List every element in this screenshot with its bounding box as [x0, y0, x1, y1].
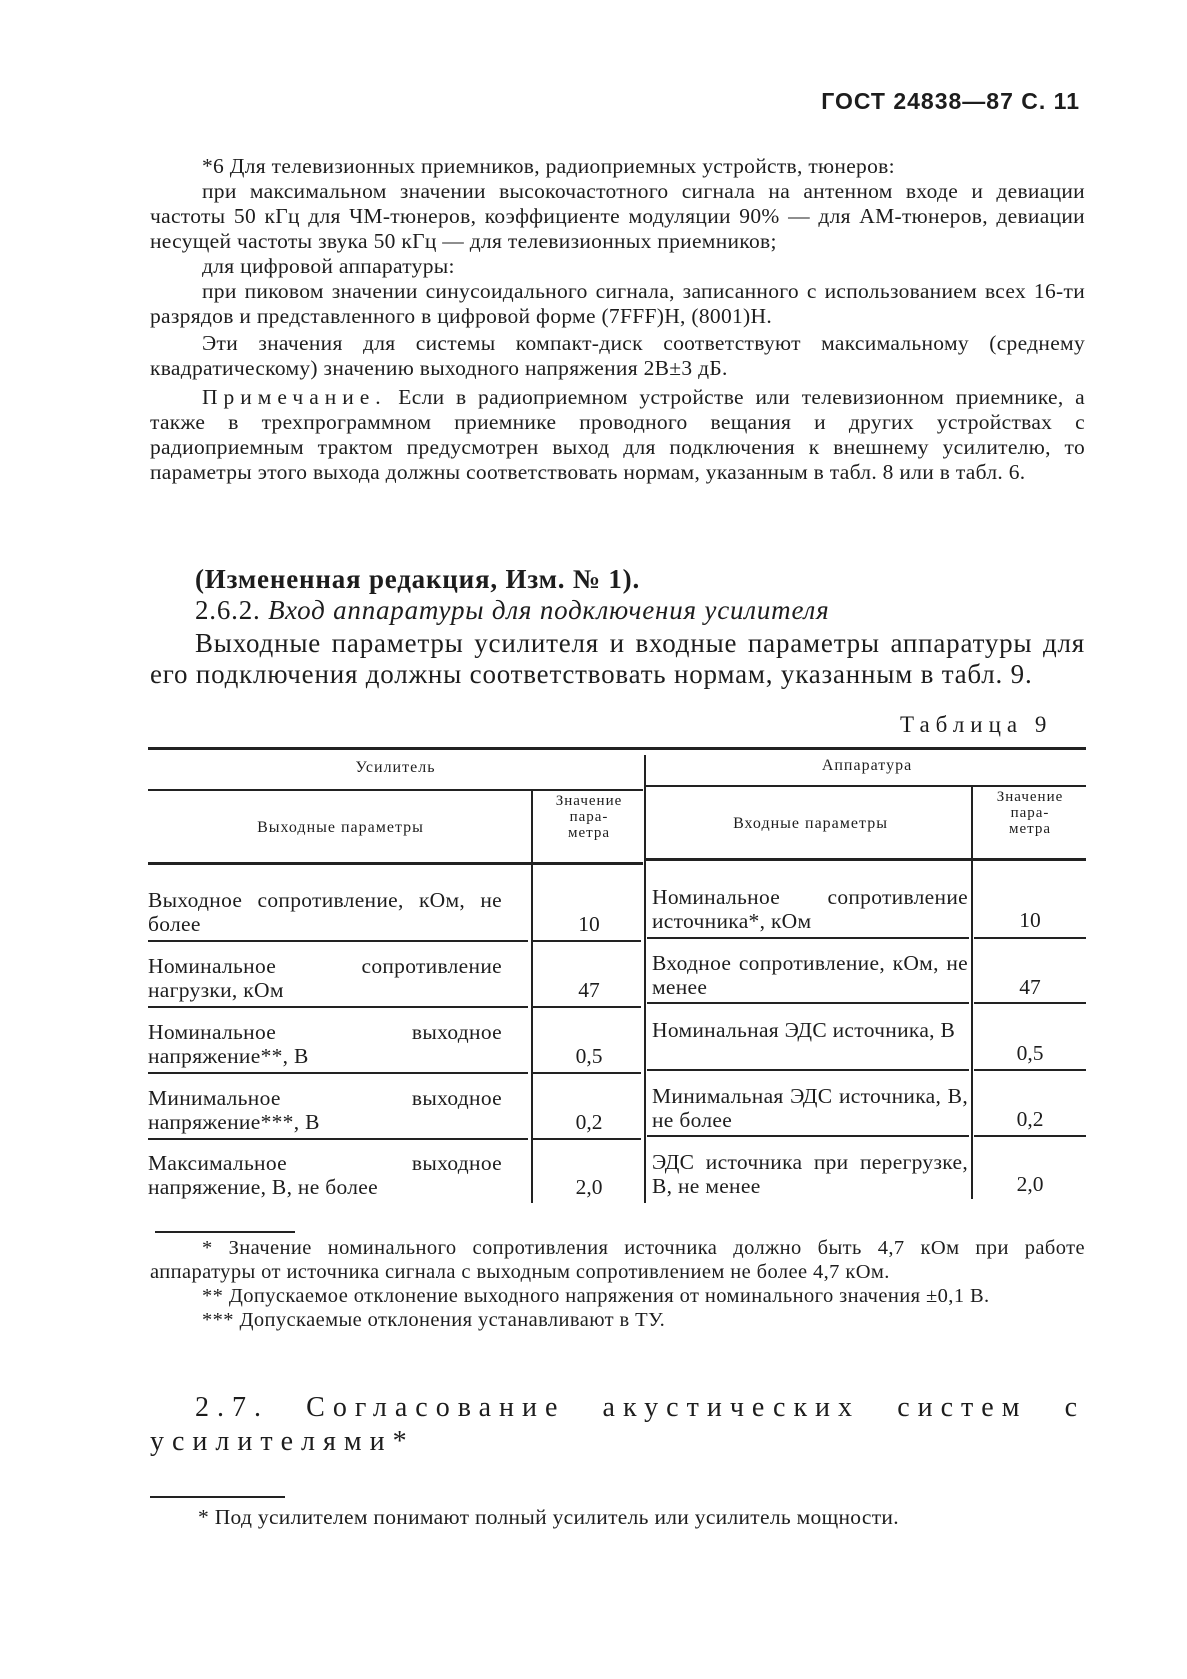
row4-input-value: 0,2: [1016, 1107, 1044, 1131]
section-262-block: [150, 564, 1085, 690]
header-value-right-l3: метра: [1008, 821, 1052, 837]
row1-input-param: Номинальное сопротивление источника*, кОм: [652, 885, 968, 933]
footnote-6-intro-text: Для телевизионных приемников, радиоприемных устройств, тюнеров:: [229, 154, 895, 178]
row1-line-a: [148, 940, 528, 942]
row3-output-value: 0,5: [575, 1044, 603, 1068]
row2-line-a: [148, 1006, 528, 1008]
table-note-2: ** Допускаемое отклонение выходного напряжения от номинального значения ±0,1 В.: [202, 1285, 990, 1307]
revision-note: (Измененная редакция, Изм. № 1).: [195, 564, 641, 594]
footnote-6-para2: при пиковом значении синусоидального сигнала, записанного с использованием всех 16-ти разрядов и представленного в цифровой форме (7FFF)H, (8001)H.: [150, 279, 1085, 328]
row3-input-value: 0,5: [1016, 1041, 1044, 1065]
row4-line-d: [974, 1135, 1086, 1137]
row2-output-value: 47: [578, 978, 600, 1002]
header-value-left: [534, 793, 644, 841]
table-top-border: [148, 747, 1086, 750]
section-262-heading: [150, 595, 1085, 626]
note-label: Примечание.: [202, 385, 387, 409]
header-value-right-l1: Значение: [996, 789, 1064, 805]
table-9: [148, 747, 1086, 1207]
row3-input-param: Номинальная ЭДС источника, В: [652, 1018, 956, 1042]
vline-center: [644, 755, 646, 1203]
header-value-left-l3: метра: [567, 825, 611, 841]
footnote-6-intro: [150, 154, 1085, 179]
row1-input-value: 10: [1019, 908, 1041, 932]
table-note-3: *** Допускаемые отклонения устанавливают в ТУ.: [202, 1309, 666, 1331]
footnote-6-mark: *6: [202, 154, 225, 178]
section-27-title: 2.7. Согласование акустических систем с усилителями*: [150, 1392, 1085, 1457]
table-note-1: * Значение номинального сопротивления источника должно быть 4,7 кОм при работе аппаратуры от источника сигнала с выходным сопротивлением не более 4,7 кОм.: [150, 1237, 1085, 1283]
row3-line-b: [533, 1072, 641, 1074]
row4-output-param: Минимальное выходное напряжение***, В: [148, 1086, 502, 1134]
header-input-params: Входные параметры: [733, 815, 888, 832]
vline-left-values: [531, 863, 533, 1203]
row2-line-b: [533, 1006, 641, 1008]
table-notes: [150, 1236, 1085, 1332]
page-header: ГОСТ 24838—87 С. 11: [821, 88, 1080, 114]
row5-output-value: 2,0: [575, 1175, 603, 1199]
header-value-right: [974, 789, 1086, 837]
row2-input-param: Входное сопротивление, кОм, не менее: [652, 951, 968, 999]
row5-output-param: Максимальное выходное напряжение, В, не более: [148, 1151, 502, 1199]
section-27-heading: [150, 1391, 1085, 1459]
section-262-text: Выходные параметры усилителя и входные параметры аппаратуры для его подключения должны соответствовать нормам, указанным в табл. 9.: [150, 628, 1085, 689]
group-header-equipment: Аппаратура: [821, 757, 913, 774]
row3-output-param: Номинальное выходное напряжение**, В: [148, 1020, 502, 1068]
vline-right-header: [971, 785, 973, 858]
page-footnote: * Под усилителем понимают полный усилитель или усилитель мощности.: [198, 1505, 899, 1529]
row3-line-a: [148, 1072, 528, 1074]
row4-line-a: [148, 1138, 528, 1140]
note-text: Если в радиоприемном устройстве или телевизионном приемнике, а также в трехпрограммном приемнике проводного вещания и других устройствах с радиоприемным трактом предусмотрен выход для подключения к внешнему усилителю, то параметры этого выхода должны соответствовать нормам, указанным в табл. 8 или в табл. 6.: [150, 385, 1085, 484]
footnote-6-digital-intro: для цифровой аппаратуры:: [202, 254, 455, 278]
row3-line-d: [974, 1069, 1086, 1071]
footnote-6-para1: при максимальном значении высокочастотного сигнала на антенном входе и девиации частоты 50 кГц для ЧМ-тюнеров, коэффициенте модуляции 90% — для АМ-тюнеров, девиации несущей частоты звука 50 кГц — для телевизионных приемников;: [150, 179, 1085, 253]
row1-output-param: [148, 888, 502, 936]
row1-line-c: [647, 937, 969, 939]
page-footnote-divider: [150, 1496, 285, 1498]
row2-line-c: [647, 1002, 969, 1004]
row4-input-param: Минимальная ЭДС источника, В, не более: [652, 1084, 968, 1132]
row2-line-d: [974, 1002, 1086, 1004]
section-262-number: 2.6.2.: [195, 595, 261, 625]
row5-input-param: ЭДС источника при перегрузке, В, не менее: [652, 1150, 968, 1198]
header-value-left-l2: пара-: [569, 809, 609, 825]
header-output-params: Выходные параметры: [257, 819, 424, 836]
group-divider-right: [645, 785, 1086, 787]
row2-output-param: Номинальное сопротивление нагрузки, кОм: [148, 954, 502, 1002]
row4-line-b: [533, 1138, 641, 1140]
vline-left-header: [531, 789, 533, 862]
group-divider-left: [148, 789, 643, 791]
row1-line-d: [974, 937, 1086, 939]
header-value-right-l2: пара-: [1010, 805, 1050, 821]
header-value-left-l1: Значение: [555, 793, 623, 809]
row3-line-c: [647, 1069, 969, 1071]
row1-line-b: [533, 940, 641, 942]
header-bottom-right: [645, 858, 1086, 861]
table-notes-divider: [155, 1231, 295, 1233]
row5-input-value: 2,0: [1016, 1172, 1044, 1196]
row1-output-value: 10: [578, 912, 600, 936]
note-paragraph: [150, 385, 1085, 485]
footnote-6-block: [150, 154, 1085, 485]
section-262-title: Вход аппаратуры для подключения усилителя: [268, 595, 830, 625]
vline-right-values: [971, 859, 973, 1199]
row1-output-param-text: Выходное сопротивление, кОм, не более: [148, 888, 502, 936]
row2-input-value: 47: [1019, 975, 1041, 999]
row4-line-c: [647, 1135, 969, 1137]
footnote-6-para3: Эти значения для системы компакт-диск соответствуют максимальному (среднему квадратическому) значению выходного напряжения 2В±3 дБ.: [150, 331, 1085, 380]
header-bottom-left: [148, 862, 643, 865]
table-caption: Таблица 9: [900, 712, 1053, 737]
group-header-amplifier: Усилитель: [355, 759, 436, 776]
row4-output-value: 0,2: [575, 1110, 603, 1134]
